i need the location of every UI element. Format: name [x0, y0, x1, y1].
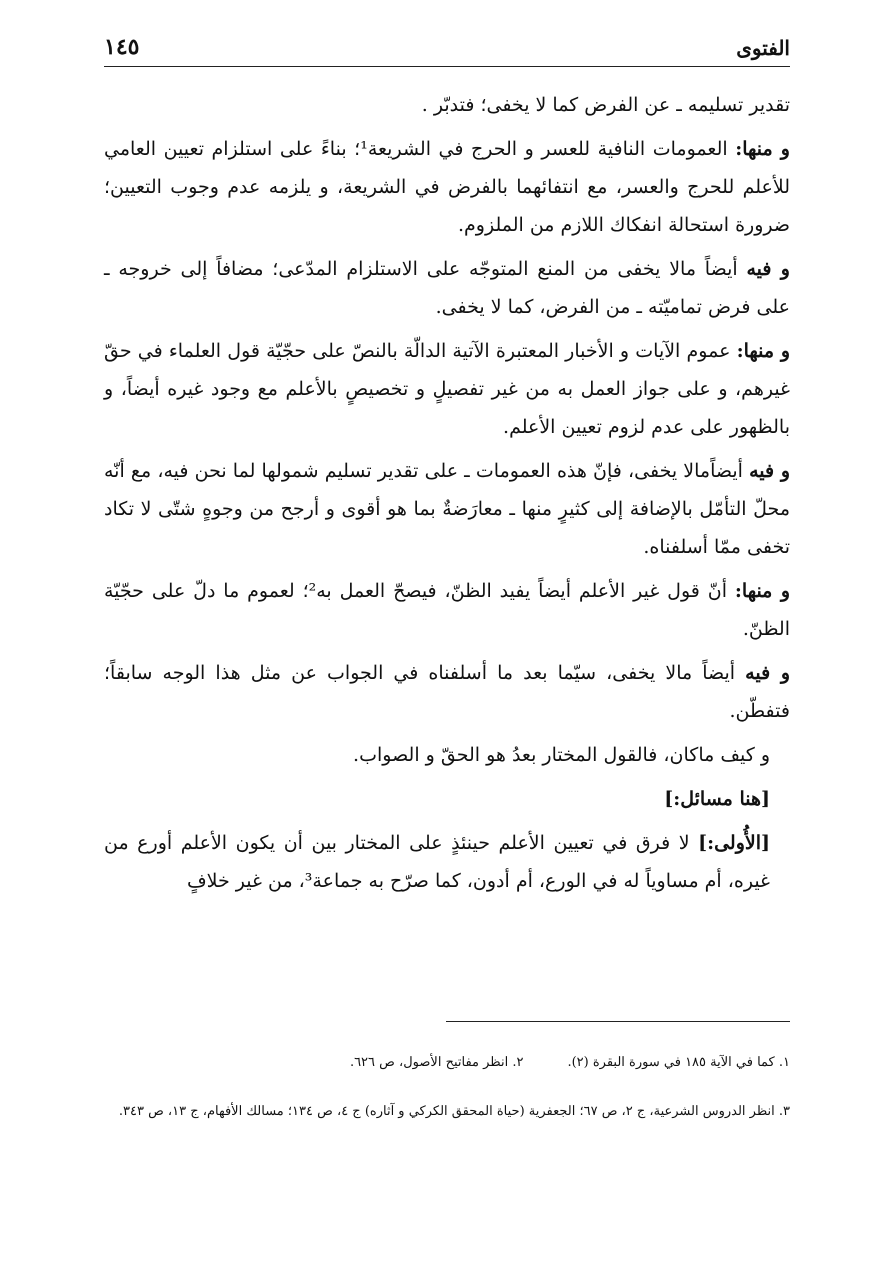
paragraph: [104, 572, 790, 648]
page-number: ١٤٥: [104, 34, 140, 60]
footnote-1: ١. كما في الآية ١٨٥ في سورة البقرة (٢).: [567, 1055, 790, 1070]
paragraph-lead: و فيه: [749, 460, 790, 482]
paragraph-lead: و منها:: [736, 340, 790, 362]
paragraph-text: أيضاًمالا يخفى، فإنّ هذه العمومات ـ على تقدير تسليم شمولها لما نحن فيه، مع أنّه محلّ التأمّل بالإضافة إلى كثيرٍ منها ـ معارَضةٌ بما هو أقوى و أرجح من وجوهٍ شتّى لا تكاد تخفى ممّا أسلفناه.: [104, 460, 790, 558]
footnote-2: ٢. انظر مفاتيح الأصول، ص ٦٢٦.: [349, 1055, 524, 1070]
footnotes: [104, 1038, 790, 1136]
paragraph-text: أيضاً مالا يخفى، سيّما بعد ما أسلفناه في الجواب عن مثل هذا الوجه سابقاً؛ فتفطّن.: [104, 662, 790, 722]
paragraph-lead: و فيه: [746, 258, 790, 280]
paragraph: [104, 86, 790, 124]
paragraph: [104, 130, 790, 244]
running-header: [104, 30, 790, 67]
paragraph: [104, 654, 790, 730]
paragraph-text: أنّ قول غير الأعلم أيضاً يفيد الظنّ، فيصحّ العمل به²؛ لعموم ما دلّ على حجّيّة الظنّ.: [104, 580, 790, 640]
paragraph: [104, 736, 790, 774]
paragraph-text: و كيف ماكان، فالقول المختار بعدُ هو الحقّ و الصواب.: [353, 744, 770, 766]
main-text: [104, 86, 790, 906]
footnote-row: [104, 1038, 790, 1087]
paragraph-lead: و منها:: [735, 138, 790, 160]
paragraph-text: عموم الآيات و الأخبار المعتبرة الآتية الدالّة بالنصّ على حجّيّة قول العلماء في حقّ غيرهم، و على جواز العمل به من غير تفصيلٍ و تخصيصٍ بالأعلم مع وجود غيره أيضاً، و بالظهور على عدم لزوم تعيين الأعلم.: [104, 340, 790, 438]
paragraph: [104, 250, 790, 326]
paragraph-text: تقدير تسليمه ـ عن الفرض كما لا يخفى؛ فتدبّر .: [421, 94, 790, 116]
footnote-separator: [446, 1021, 790, 1022]
footnote-3: ٣. انظر الدروس الشرعية، ج ٢، ص ٦٧؛ الجعفرية (حياة المحقق الكركي و آثاره) ج ٤، ص ١٣٤؛ مسالك الأفهام، ج ١٣، ص ٣٤٣.: [118, 1104, 790, 1119]
paragraph: [104, 452, 790, 566]
paragraph-text: العمومات النافية للعسر و الحرج في الشريعة¹؛ بناءً على استلزام تعيين العامي للأعلم للحرج والعسر، مع انتفائهما بالفرض في الشريعة، و يلزمه عدم وجوب التعيين؛ ضرورة استحالة انفكاك اللازم من الملزوم.: [104, 138, 790, 236]
paragraph: [104, 332, 790, 446]
paragraph-lead: [الأُولى:]: [698, 832, 770, 854]
heading-text: [هنا مسائل:]: [664, 788, 770, 810]
paragraph-lead: و منها:: [734, 580, 790, 602]
paragraph-text: أيضاً مالا يخفى من المنع المتوجّه على الاستلزام المدّعى؛ مضافاً إلى خروجه ـ على فرض تماميّته ـ من الفرض، كما لا يخفى.: [104, 258, 790, 318]
running-title: الفتوى: [736, 36, 790, 60]
paragraph: [104, 824, 790, 900]
paragraph-text: لا فرق في تعيين الأعلم حينئذٍ على المختار بين أن يكون الأعلم أورع من غيره، أم مساوياً له في الورع، أم أدون، كما صرّح به جماعة³، من غير خلافٍ: [104, 832, 770, 892]
section-heading: [104, 780, 790, 818]
paragraph-lead: و فيه: [745, 662, 791, 684]
